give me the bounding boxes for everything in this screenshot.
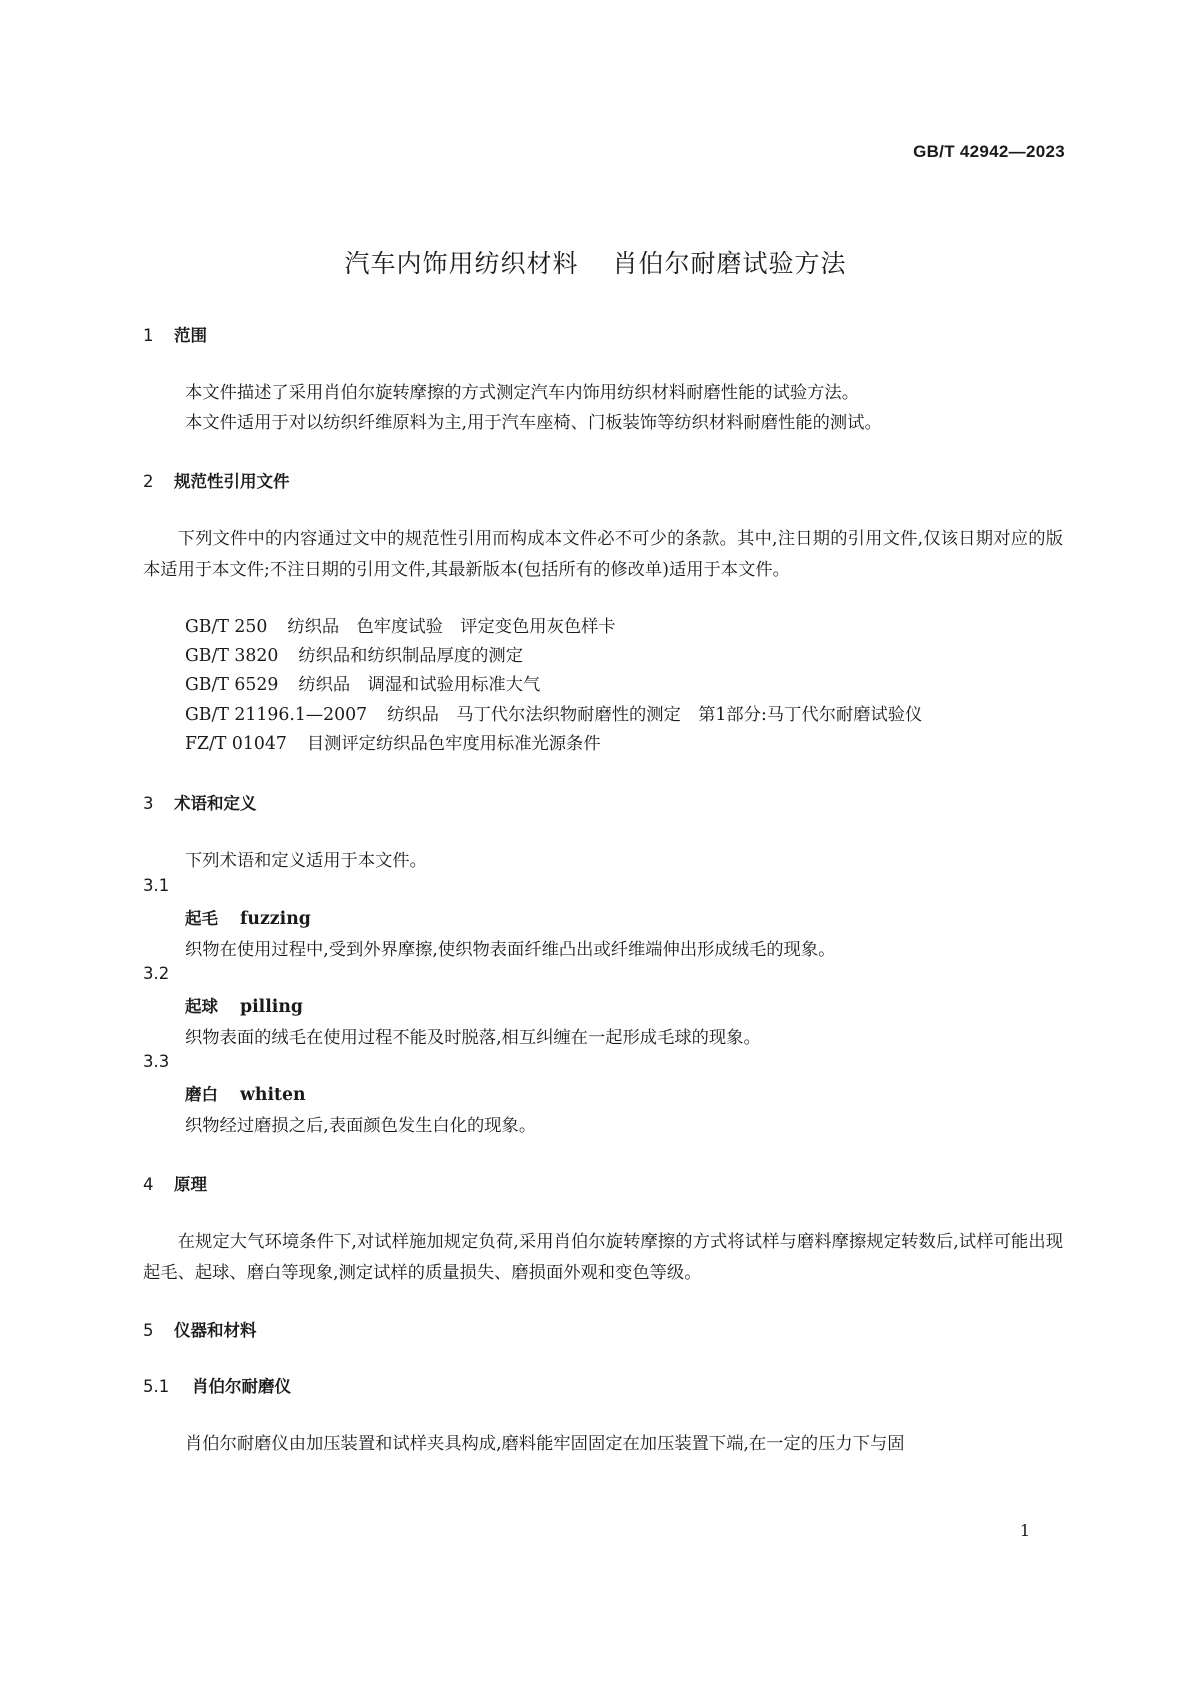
term-heading: 磨白 whiten: [185, 1085, 306, 1105]
subsection-heading-5-1: 5.1 肖伯尔耐磨仪: [143, 1377, 291, 1396]
term-definition: 织物在使用过程中,受到外界摩擦,使织物表面纤维凸出或纤维端伸出形成绒毛的现象。: [185, 940, 836, 960]
term-heading: 起球 pilling: [185, 997, 303, 1017]
section1-paragraph-1: 本文件描述了采用肖伯尔旋转摩擦的方式测定汽车内饰用纺织材料耐磨性能的试验方法。: [185, 383, 859, 403]
normative-reference-item: GB/T 6529 纺织品 调湿和试验用标准大气: [185, 675, 541, 695]
document-title-part2: 肖伯尔耐磨试验方法: [612, 249, 847, 278]
section-heading-3: 3 术语和定义: [143, 794, 257, 813]
term-number: 3.1: [143, 876, 170, 895]
term-heading: 起毛 fuzzing: [185, 909, 311, 929]
section5-1-paragraph: 肖伯尔耐磨仪由加压装置和试样夹具构成,磨料能牢固固定在加压装置下端,在一定的压力下与固: [185, 1434, 905, 1454]
section4-paragraph: 在规定大气环境条件下,对试样施加规定负荷,采用肖伯尔旋转摩擦的方式将试样与磨料摩擦规定转数后,试样可能出现起毛、起球、磨白等现象,测定试样的质量损失、磨损面外观和变色等级。: [143, 1232, 1063, 1283]
term-number: 3.3: [143, 1052, 170, 1071]
term-number: 3.2: [143, 964, 170, 983]
normative-reference-item: GB/T 21196.1—2007 纺织品 马丁代尔法织物耐磨性的测定 第1部分:马丁代尔耐磨试验仪: [185, 705, 923, 725]
section-heading-5: 5 仪器和材料: [143, 1321, 257, 1340]
section-heading-4: 4 原理: [143, 1175, 207, 1194]
section3-intro-paragraph: 下列术语和定义适用于本文件。: [185, 851, 427, 871]
normative-reference-item: FZ/T 01047 目测评定纺织品色牢度用标准光源条件: [185, 734, 601, 754]
section-heading-1: 1 范围: [143, 326, 207, 345]
standard-number: GB/T 42942—2023: [913, 142, 1065, 161]
normative-reference-item: GB/T 250 纺织品 色牢度试验 评定变色用灰色样卡: [185, 617, 616, 637]
section-heading-2: 2 规范性引用文件: [143, 472, 290, 491]
document-title: [0, 244, 1191, 280]
section1-paragraph-2: 本文件适用于对以纺织纤维原料为主,用于汽车座椅、门板装饰等纺织材料耐磨性能的测试。: [185, 413, 882, 433]
document-title-part1: 汽车内饰用纺织材料: [344, 249, 579, 278]
term-definition: 织物经过磨损之后,表面颜色发生白化的现象。: [185, 1116, 537, 1136]
page-number: 1: [1019, 1521, 1030, 1540]
term-definition: 织物表面的绒毛在使用过程不能及时脱落,相互纠缠在一起形成毛球的现象。: [185, 1028, 761, 1048]
section2-intro-paragraph: 下列文件中的内容通过文中的规范性引用而构成本文件必不可少的条款。其中,注日期的引用文件,仅该日期对应的版本适用于本文件;不注日期的引用文件,其最新版本(包括所有的修改单)适用于本文件。: [143, 529, 1063, 580]
normative-reference-item: GB/T 3820 纺织品和纺织制品厚度的测定: [185, 646, 523, 666]
